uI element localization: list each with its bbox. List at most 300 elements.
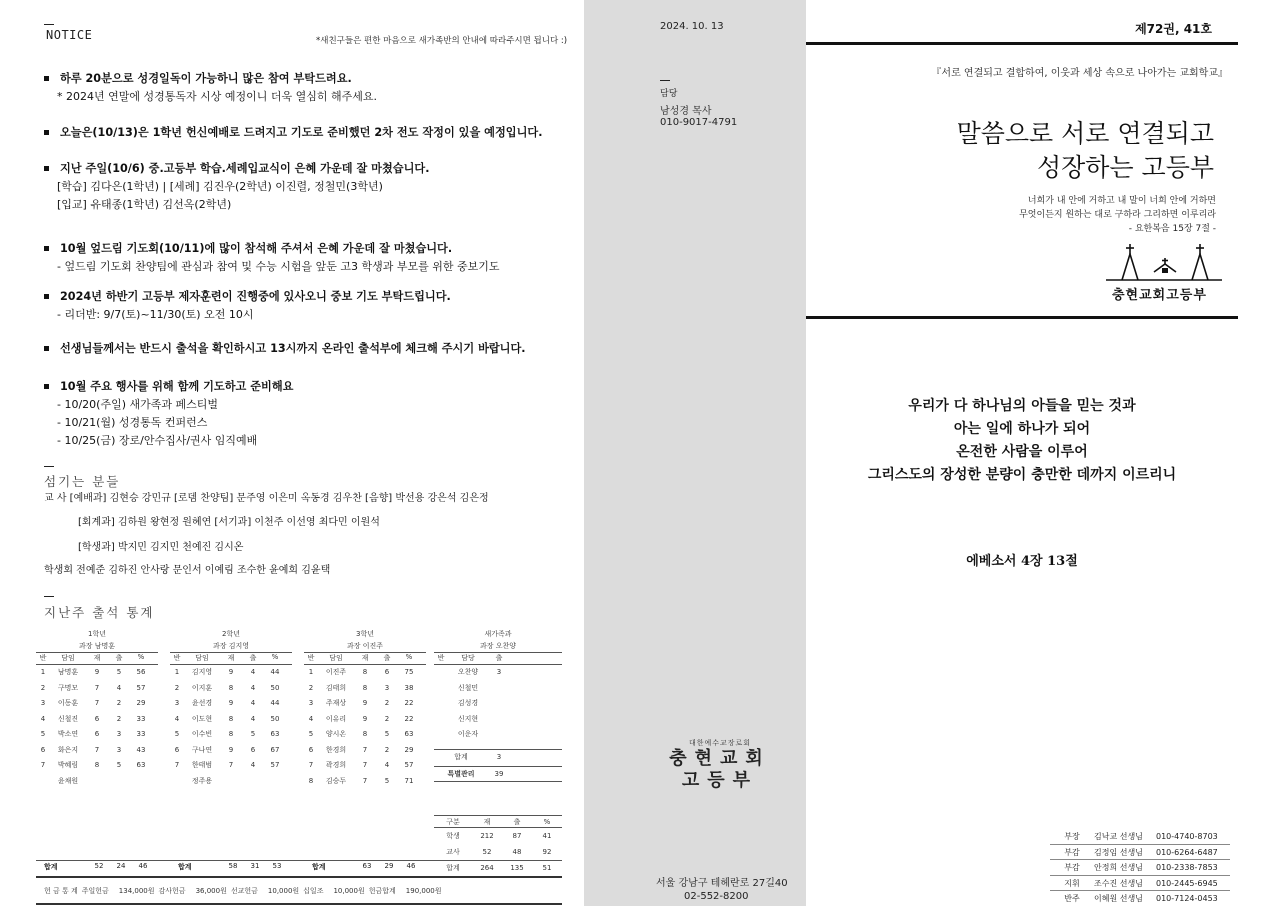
table-row [36,696,158,712]
table-row [170,774,292,790]
notice-detail: [학습] 김다은(1학년) | [세례] 김진우(2학년) 이진렬, 정철민(3학년) [57,180,383,193]
table-cell: 신지현 [457,714,479,723]
summary-row [434,844,562,860]
notice-detail: - 엎드림 기도회 찬양팀에 관심과 참여 및 수능 시험을 앞둔 고3 학생과 부모를 위한 중보기도 [57,260,500,273]
table-cell: 오찬양 [457,668,479,676]
newcomer-leader: 과장 오찬양 [479,642,517,650]
table-cell: 43 [136,745,146,754]
section-dash [660,80,670,81]
total-value: 31 [250,862,260,870]
summary-row [434,860,562,876]
table-row [170,712,292,728]
table-cell: 2 [384,714,390,723]
table-cell: 이진주 [325,668,347,676]
bottom-rule [36,903,562,905]
column-headers [170,652,292,665]
table-cell: 4 [250,683,256,692]
table-cell: 75 [404,668,414,676]
table-row [36,774,158,790]
table-cell: 38 [404,683,414,692]
table-cell: 7 [94,745,100,754]
offering-item: 36,000원 [195,887,227,895]
total-value: 53 [272,862,282,870]
table-cell: 이동훈 [57,699,79,707]
notice-detail: * 2024년 연말에 성경통독자 시상 예정이니 더욱 열심히 해주세요. [57,90,377,103]
column-header: 출 [115,654,123,662]
table-cell: 57 [270,761,280,769]
table-cell: 구명모 [57,683,79,692]
scripture-line1: 우리가 다 하나님의 아들을 믿는 것과 [908,398,1136,414]
table-cell: 4 [250,699,256,707]
pastor-label: 담당 [660,89,678,99]
table-cell: 7 [94,699,100,707]
table-cell: 7 [94,683,100,692]
table-cell: 2 [116,714,122,723]
table-cell: 2 [174,683,180,692]
staff-tel: 010-2338-7853 [1156,863,1218,872]
summary-cell: 92 [542,848,552,856]
staff-row [1050,860,1230,876]
grade-name: 1학년 [88,630,106,638]
summary-col-header: 구분 [446,818,460,826]
table-cell: 2 [116,699,122,707]
motto: 『서로 연결되고 결합하여, 이웃과 세상 속으로 나아가는 교회학교』 [931,68,1228,79]
section-dash [44,466,54,467]
table-cell: 박혜림 [57,761,79,769]
table-cell: 화은지 [57,745,79,754]
scripture-line2: 아는 일에 하나가 되어 [953,421,1091,437]
notice-detail: - 10/20(주일) 새가족과 페스티벌 [57,398,219,411]
total-value: 24 [116,862,126,870]
table-cell: 71 [404,776,414,785]
table-cell: 남명훈 [57,668,79,676]
table-cell: 2 [384,745,390,754]
table-cell: 44 [270,699,280,707]
table-cell: 한태범 [191,761,213,769]
church-name: 충현교회고등부 [1112,288,1207,303]
scripture-line3: 온전한 사람을 이루어 [956,444,1088,460]
table-cell: 8 [362,683,368,692]
table-cell [434,712,448,728]
logo-dept: 고등부 [681,770,759,791]
newcomer-note: *새친구들은 편한 마음으로 새가족반의 안내에 따라주시면 됩니다 :) [316,36,568,46]
table-cell [86,774,108,790]
summary-cell: 87 [512,832,522,840]
special-row [434,766,562,782]
table-cell: 8 [362,730,368,738]
table-cell: 7 [174,761,180,769]
table-cell: 4 [116,683,122,692]
table-cell: 6 [250,745,256,754]
table-cell: 63 [270,730,280,738]
column-header: 재 [93,654,101,662]
church-address: 서울 강남구 테헤란로 27길40 [656,878,788,889]
table-cell: 1 [40,668,46,676]
table-cell [488,681,510,697]
table-cell: 3 [308,699,314,707]
table-cell: 윤선경 [191,699,213,707]
staff-name: 조수진 선생님 [1094,878,1143,888]
table-cell: 5 [384,730,390,738]
table-cell: 4 [384,761,390,769]
column-header: 담임 [61,654,75,662]
table-row [434,727,562,743]
summary-col-header: 재 [483,818,491,826]
newcomer-table [434,628,562,782]
table-cell: 67 [270,745,280,754]
offering-stats [44,886,564,896]
column-header: % [271,653,279,661]
header-rule [806,42,1238,45]
table-cell: 2 [308,683,314,692]
grade-name: 3학년 [356,630,374,638]
notice-item [44,340,574,358]
table-row [304,774,426,790]
table-cell [170,774,184,790]
summary-cell: 합계 [446,864,460,872]
table-cell: 박소연 [57,730,79,738]
table-cell [434,727,448,743]
summary-cell: 교사 [446,848,460,856]
table-cell: 6 [94,730,100,738]
table-row [36,712,158,728]
total-value: 58 [228,862,238,870]
table-row [434,681,562,697]
table-cell: 신철민 [457,683,479,692]
column-header: 담임 [329,654,343,662]
table-cell: 9 [362,699,368,707]
staff-tel: 010-7124-0453 [1156,894,1218,903]
church-tel: 02-552-8200 [684,891,749,902]
cover-title-line2: 성장하는 고등부 [1037,153,1214,182]
total-label: 합계 [44,863,58,871]
table-cell [220,774,242,790]
summary-cell: 48 [512,848,522,856]
summary-cell: 264 [480,864,494,872]
column-header: % [137,653,145,661]
notice-headline: 지난 주일(10/6) 중.고등부 학습.세례입교식이 은혜 가운데 잘 마쳤습니다. [44,160,574,178]
offering-item: 헌금합계 [368,887,396,895]
section-dash [44,24,54,25]
offering-item: 134,000원 [118,887,155,895]
column-header: 재 [361,654,369,662]
volume-number: 제72권, 41호 [1135,22,1212,36]
table-cell: 5 [250,730,256,738]
offering-item: 10,000원 [333,887,365,895]
notice-item [44,160,574,214]
notice-headline: 하루 20분으로 성경일독이 가능하니 많은 참여 부탁드려요. [44,70,574,88]
table-cell: 7 [362,761,368,769]
table-cell: 구나연 [191,745,213,754]
total-value: 52 [94,862,104,870]
notice-page [0,0,584,906]
column-header: 반 [173,654,181,662]
verse-line2: 무엇이든지 원하는 대로 구하라 그리하면 이루리라 [1019,210,1216,220]
staff-list [1050,829,1230,906]
summary-header [434,815,562,828]
total-value: 46 [406,862,416,870]
table-cell [434,696,448,712]
notice-headline: 선생님들께서는 반드시 출석을 확인하시고 13시까지 온라인 출석부에 체크해 주시기 바랍니다. [44,340,574,358]
cover-title-line1: 말씀으로 서로 연결되고 [956,119,1214,148]
table-cell: 3 [40,699,46,707]
table-cell: 3 [116,730,122,738]
table-cell: 7 [228,761,234,769]
table-cell: 5 [308,730,314,738]
notice-headline: 10월 엎드림 기도회(10/11)에 많이 참석해 주셔서 은혜 가운데 잘 마쳤습니다. [44,240,574,258]
table-cell: 한경희 [325,745,347,754]
servers-row-council: 학생회 전예준 김하진 안사랑 문인서 이예림 조수한 윤예희 김윤택 [44,565,331,576]
table-cell [488,712,510,728]
newcomer-sum-row [434,749,562,765]
table-cell [36,774,50,790]
bulletin-date: 2024. 10. 13 [660,21,724,32]
table-row [36,727,158,743]
offering-item: 주일헌금 [81,887,109,895]
summary-row [434,828,562,844]
sum-value: 3 [496,752,502,761]
staff-row [1050,845,1230,861]
table-row [170,665,292,681]
servers-row-teachers: 교 사 [예배과] 김현승 강민규 [로뎀 찬양팀] 문주영 이은미 옥동경 김우찬 [음향] 박선용 강은석 김은정 [44,493,489,504]
total-value: 63 [362,862,372,870]
table-cell: 5 [40,730,46,738]
column-header: 출 [383,654,391,662]
table-cell [130,774,152,790]
table-cell: 8 [228,683,234,692]
notice-item [44,124,574,142]
notice-headline: 오늘은(10/13)은 1학년 헌신예배로 드려지고 기도로 준비했던 2차 전도 작정이 있을 예정입니다. [44,124,574,142]
column-header: 담당 [461,654,475,662]
section-dash [44,596,54,597]
column-header: 담임 [195,654,209,662]
cover-page [806,0,1280,906]
table-cell: 44 [270,668,280,676]
table-cell: 이운자 [457,730,479,738]
summary-col-header: % [543,818,551,826]
table-row [304,665,426,681]
special-value: 39 [494,770,504,778]
table-cell: 7 [40,761,46,769]
summary-cell: 212 [480,832,494,840]
table-cell: 57 [136,683,146,692]
table-cell: 3 [384,683,390,692]
table-cell: 9 [228,699,234,707]
table-cell: 50 [270,683,280,692]
staff-tel: 010-2445-6945 [1156,878,1218,888]
staff-role: 부감 [1064,847,1080,857]
summary-cell: 41 [542,832,552,840]
table-cell: 4 [308,714,314,723]
column-header: 재 [227,654,235,662]
table-row [304,743,426,759]
staff-row [1050,829,1230,845]
table-cell: 4 [250,714,256,723]
attendance-summary [434,815,562,876]
table-cell: 22 [404,714,414,723]
table-cell: 5 [174,730,180,738]
table-cell: 9 [362,714,368,723]
grade-leader: 과장 남명훈 [78,642,116,650]
table-cell: 29 [136,699,146,707]
table-cell: 이수빈 [191,730,213,738]
table-cell: 57 [404,761,414,769]
table-cell: 6 [174,745,180,754]
grade-total [312,862,426,872]
special-label: 특별관리 [447,770,475,778]
table-cell [242,774,264,790]
offering-item: 190,000원 [405,887,442,895]
table-cell: 4 [250,668,256,676]
church-logo [660,738,780,792]
table-cell: 5 [116,668,122,676]
table-cell: 8 [362,668,368,676]
grade-leader: 과장 김지영 [212,642,250,650]
notice-title: NOTICE [46,28,93,42]
notice-detail: - 10/25(금) 장로/안수집사/권사 임직예배 [57,434,258,447]
summary-cell: 135 [510,864,524,872]
offering-item: 감사헌금 [158,887,186,895]
staff-role: 부감 [1064,863,1080,872]
table-cell [434,665,448,681]
pastor-phone: 010-9017-4791 [660,117,738,128]
table-cell: 3 [174,699,180,707]
staff-name: 김낙교 선생님 [1094,832,1143,841]
grade-table [36,628,158,789]
sum-label: 합계 [454,752,468,761]
servers-row-students: [학생과] 박지민 김지민 천예진 김시온 [78,542,244,553]
offering-item: 선교헌금 [230,887,258,895]
table-cell: 양시온 [325,730,347,738]
table-cell: 63 [404,730,414,738]
notice-headline: 10월 주요 행사를 위해 함께 기도하고 준비해요 [44,378,574,396]
scripture-reference: 에베소서 4장 13절 [966,554,1078,569]
table-cell: 주재상 [325,699,347,707]
table-cell: 이지훈 [191,683,213,692]
table-cell: 50 [270,714,280,723]
staff-name: 안정희 선생님 [1094,863,1143,872]
table-row [36,665,158,681]
table-cell: 8 [228,730,234,738]
summary-cell: 학생 [446,832,460,840]
logo-denomination: 대한예수교장로회 [688,739,752,747]
table-cell: 4 [174,714,180,723]
attendance-title: 지난주 출석 통계 [44,605,155,620]
table-row [170,681,292,697]
table-cell: 김성경 [457,699,479,707]
table-cell: 9 [228,668,234,676]
table-cell: 6 [384,668,390,676]
total-value: 29 [384,862,394,870]
table-cell: 22 [404,699,414,707]
column-header: 출 [495,654,503,662]
summary-cell: 52 [482,848,492,856]
grade-table [170,628,292,789]
table-cell: 9 [228,745,234,754]
table-row [304,758,426,774]
scripture-line4: 그리스도의 장성한 분량이 충만한 데까지 이르리니 [867,467,1177,483]
servers-title: 섬기는 분들 [44,474,121,489]
table-row [170,758,292,774]
newcomer-name: 새가족과 [484,630,512,638]
table-row [304,712,426,728]
table-cell: 8 [308,776,314,785]
staff-role: 지휘 [1064,878,1080,888]
table-row [170,727,292,743]
table-cell: 7 [308,761,314,769]
column-headers [304,652,426,665]
total-rule [36,876,562,878]
table-cell: 8 [228,714,234,723]
table-row [434,696,562,712]
table-cell: 김승두 [325,776,347,785]
servers-row-accounting: [회계과] 김하원 왕현정 원혜연 [서기과] 이천주 이선영 최다민 이원석 [78,517,380,528]
total-label: 합계 [312,863,326,871]
staff-role: 부장 [1064,832,1080,841]
table-cell [108,774,130,790]
table-cell: 7 [362,745,368,754]
grade-total [178,862,292,872]
notice-detail: - 리더반: 9/7(토)~11/30(토) 오전 10시 [57,308,254,321]
total-label: 합계 [178,863,192,871]
table-cell: 신철진 [57,714,79,723]
notice-item [44,70,574,106]
table-cell: 6 [308,745,314,754]
table-cell: 이유리 [325,714,347,723]
staff-name: 이혜원 선생님 [1094,894,1143,903]
notice-headline: 2024년 하반기 고등부 제자훈련이 진행중에 있사오니 중보 기도 부탁드립니다. [44,288,574,306]
notice-item [44,288,574,324]
table-row [304,681,426,697]
table-cell: 2 [384,699,390,707]
table-cell [434,681,448,697]
verse-ref: - 요한복음 15장 7절 - [1128,224,1216,234]
table-cell: 29 [404,745,414,754]
verse-line1: 너희가 내 안에 거하고 내 말이 너희 안에 거하면 [1027,196,1216,206]
table-cell: 4 [40,714,46,723]
staff-row [1050,876,1230,892]
table-cell: 3 [496,668,502,676]
table-cell: 63 [136,761,146,769]
summary-cell: 51 [542,864,552,872]
staff-tel: 010-6264-6487 [1156,847,1218,857]
contact-strip [584,0,806,906]
grade-total [44,862,158,872]
staff-role: 반주 [1064,894,1080,903]
table-cell: 이도현 [191,714,213,723]
table-row [36,681,158,697]
table-cell: 윤채원 [57,776,79,785]
staff-row [1050,891,1230,906]
table-row [434,712,562,728]
column-headers [434,652,562,665]
table-cell: 6 [94,714,100,723]
table-row [170,743,292,759]
table-cell: 33 [136,714,146,723]
notice-detail: - 10/21(월) 성경통독 컨퍼런스 [57,416,208,429]
notice-item [44,240,574,276]
table-cell: 9 [94,668,100,676]
column-header: 출 [249,654,257,662]
column-header: 반 [437,654,445,662]
column-header: 반 [39,654,47,662]
total-value: 46 [138,862,148,870]
cover-rule [806,316,1238,319]
offering-item: 10,000원 [267,887,300,895]
table-cell: 6 [40,745,46,754]
table-cell: 4 [250,761,256,769]
table-row [36,758,158,774]
